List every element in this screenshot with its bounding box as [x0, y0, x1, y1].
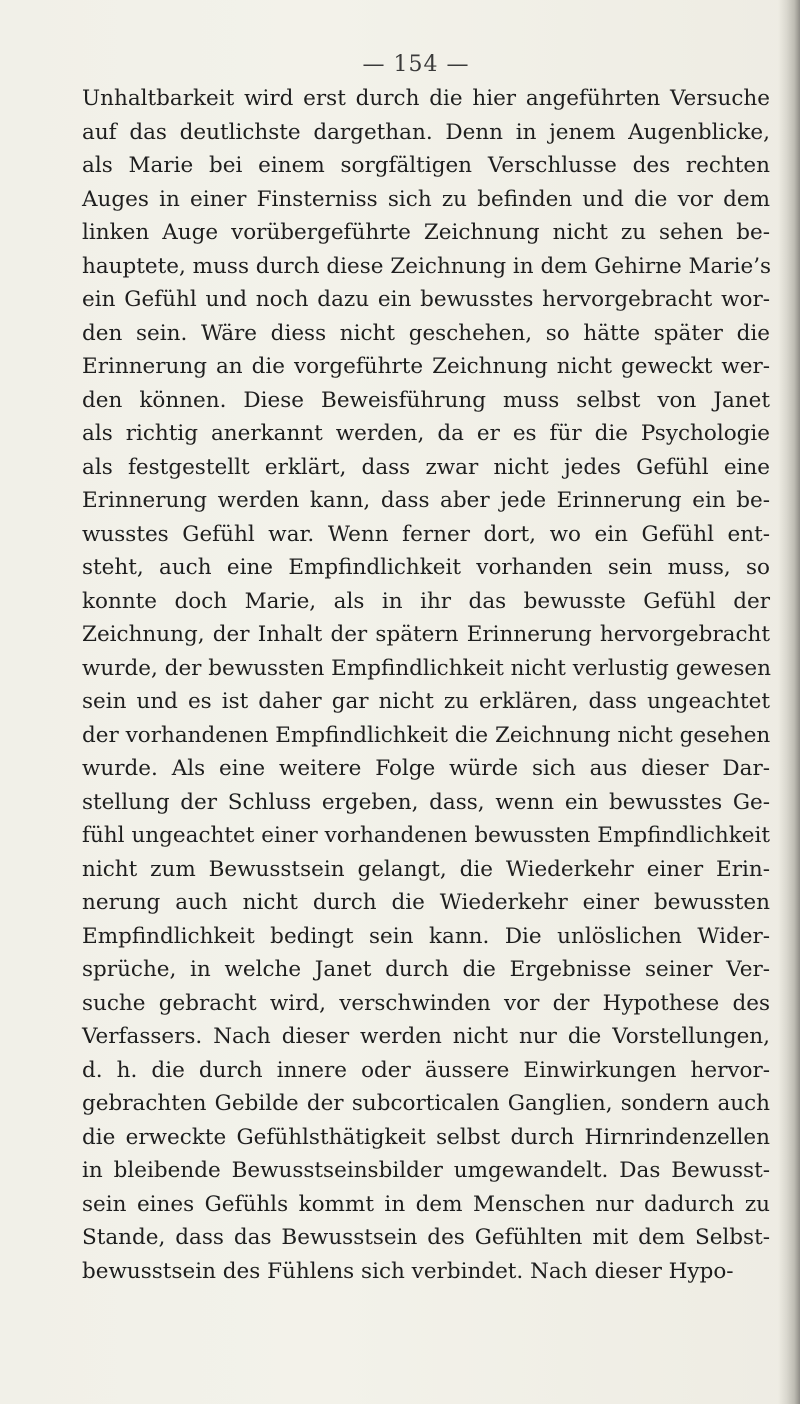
text-line: der vorhandenen Empfindlichkeit die Zeichnung nicht gesehen — [82, 722, 771, 748]
text-line: den können. Diese Beweisführung muss selbst von Janet — [82, 387, 770, 413]
text-line: Erinnerung an die vorgeführte Zeichnung nicht geweckt wer- — [82, 354, 770, 379]
text-line: den sein. Wäre diess nicht geschehen, so hätte später die — [82, 320, 770, 346]
text-line: konnte doch Marie, als in ihr das bewusste Gefühl der — [82, 588, 770, 614]
text-line: nerung auch nicht durch die Wiederkehr einer bewussten — [82, 890, 770, 915]
text-line: Auges in einer Finsterniss sich zu befinden und die vor dem — [82, 186, 770, 212]
text-line: sprüche, in welche Janet durch die Ergebnisse seiner Ver- — [82, 957, 770, 982]
text-line: Erinnerung werden kann, dass aber jede Erinnerung ein be- — [82, 488, 770, 513]
text-line: in bleibende Bewusstseinsbilder umgewandelt. Das Bewusst- — [82, 1158, 770, 1183]
text-line: bewusstsein des Fühlens sich verbindet. Nach dieser Hypo- — [82, 1258, 734, 1284]
text-line: gebrachten Gebilde der subcorticalen Ganglien, sondern auch — [82, 1091, 770, 1116]
text-line: Unhaltbarkeit wird erst durch die hier angeführten Versuche — [82, 86, 770, 111]
text-line: als festgestellt erklärt, dass zwar nicht jedes Gefühl eine — [82, 454, 770, 480]
text-line: als Marie bei einem sorgfältigen Verschlusse des rechten — [82, 153, 770, 178]
text-line: Zeichnung, der Inhalt der spätern Erinnerung hervorgebracht — [82, 622, 770, 647]
text-line: wurde, der bewussten Empfindlichkeit nicht verlustig gewesen — [82, 655, 771, 681]
text-line: sein und es ist daher gar nicht zu erklären, dass ungeachtet — [82, 689, 770, 714]
text-line: wusstes Gefühl war. Wenn ferner dort, wo ein Gefühl ent- — [82, 521, 770, 547]
text-line: wurde. Als eine weitere Folge würde sich aus dieser Dar- — [82, 756, 770, 781]
body-text — [82, 82, 770, 1288]
text-line: fühl ungeachtet einer vorhandenen bewussten Empfindlichkeit — [82, 823, 770, 848]
text-line: stellung der Schluss ergeben, dass, wenn ein bewusstes Ge- — [82, 789, 770, 815]
text-line: sein eines Gefühls kommt in dem Menschen nur dadurch zu — [82, 1191, 770, 1217]
text-line: linken Auge vorübergeführte Zeichnung nicht zu sehen be- — [82, 220, 770, 245]
text-line: auf das deutlichste dargethan. Denn in jenem Augenblicke, — [82, 119, 770, 145]
text-line: ein Gefühl und noch dazu ein bewusstes hervorgebracht wor- — [82, 287, 770, 312]
page-number: — 154 — — [362, 52, 470, 77]
text-line: Empfindlichkeit bedingt sein kann. Die unlöslichen Wider- — [82, 923, 770, 949]
text-line: nicht zum Bewusstsein gelangt, die Wiederkehr einer Erin- — [82, 856, 770, 882]
text-line: suche gebracht wird, verschwinden vor der Hypothese des — [82, 990, 770, 1016]
text-line: steht, auch eine Empfindlichkeit vorhanden sein muss, so — [82, 555, 770, 580]
text-line: als richtig anerkannt werden, da er es für die Psychologie — [82, 421, 770, 446]
text-line: hauptete, muss durch diese Zeichnung in dem Gehirne Marie’s — [82, 253, 772, 279]
text-line: Stande, dass das Bewusstsein des Gefühlten mit dem Selbst- — [82, 1225, 770, 1250]
text-line: d. h. die durch innere oder äussere Einwirkungen hervor- — [82, 1057, 770, 1083]
text-line: Verfassers. Nach dieser werden nicht nur die Vorstellungen, — [82, 1024, 770, 1049]
page-edge-shadow — [778, 0, 800, 1404]
text-line: die erweckte Gefühlsthätigkeit selbst durch Hirnrindenzellen — [82, 1124, 770, 1150]
